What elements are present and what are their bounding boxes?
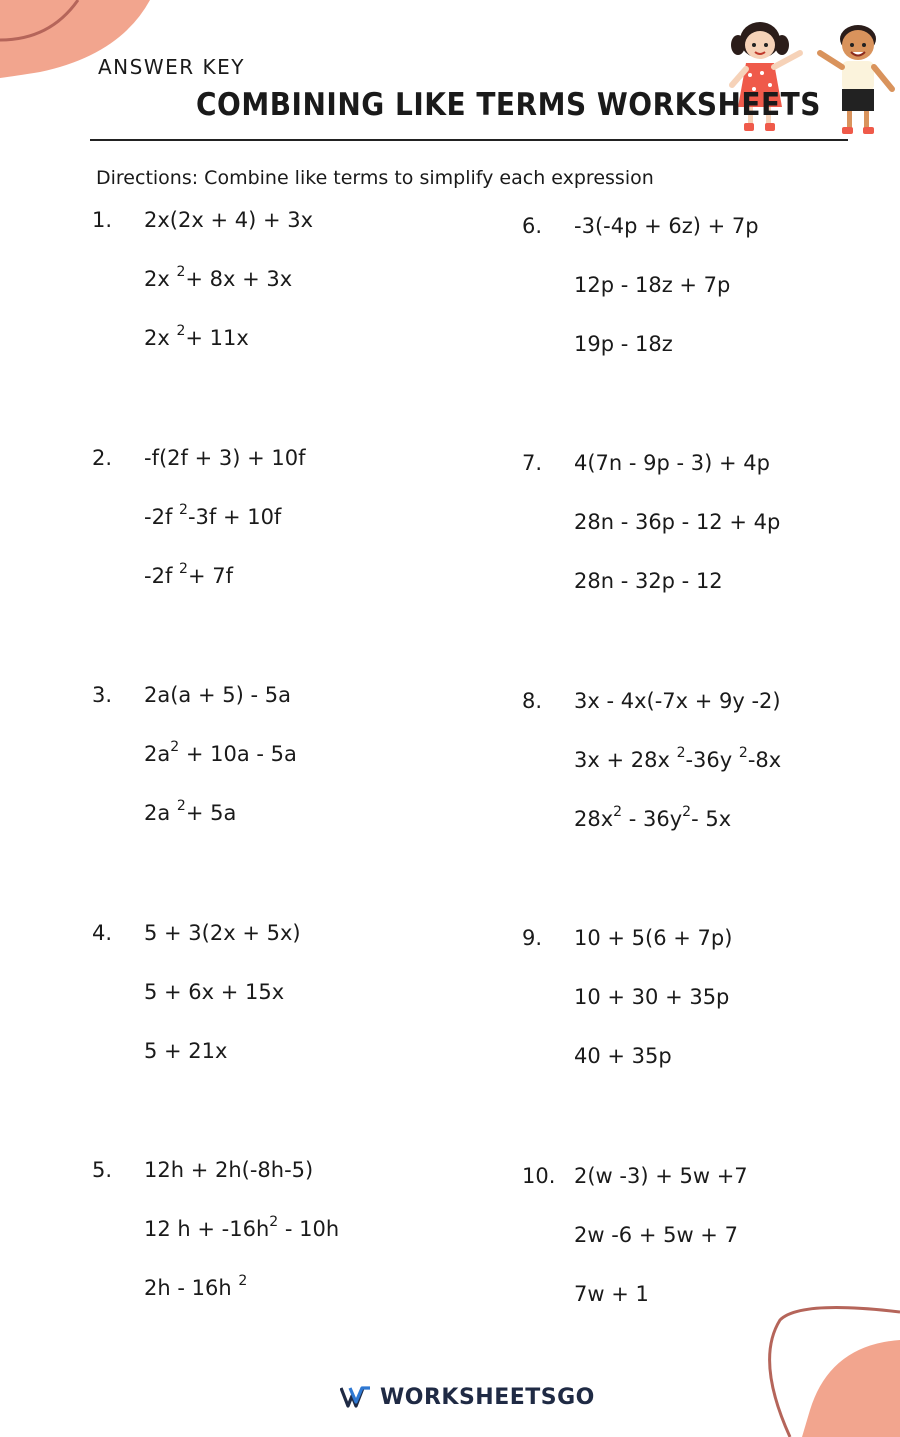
- exponent: 2: [179, 561, 188, 577]
- exponent: 2: [238, 1273, 248, 1289]
- worksheetsgo-logo-icon: [340, 1386, 372, 1408]
- problem-number: 1.: [92, 208, 113, 232]
- problem-answer: 7w + 1: [574, 1282, 649, 1306]
- expression-part: 2a: [144, 742, 171, 766]
- expression-part: 12 h + -16h: [144, 1217, 270, 1241]
- expression-part: + 5a: [185, 801, 237, 825]
- expression-part: -2f: [144, 564, 180, 588]
- problem-step: [574, 745, 782, 772]
- expression-part: -2f: [144, 505, 180, 529]
- problem-number: 10.: [522, 1164, 556, 1188]
- expression-part: -36y: [685, 748, 739, 772]
- bottom-right-corner-decoration: [740, 1300, 900, 1437]
- expression-part: -8x: [747, 748, 782, 772]
- expression-part: + 10a - 5a: [179, 742, 297, 766]
- answer-key-label: ANSWER KEY: [98, 55, 245, 79]
- problem-number: 7.: [522, 451, 543, 475]
- expression-part: - 36y: [622, 807, 683, 831]
- problem-step: 12p - 18z + 7p: [574, 273, 731, 297]
- footer-brand: [340, 1382, 595, 1412]
- problem-answer: 40 + 35p: [574, 1044, 672, 1068]
- exponent: 2: [176, 323, 186, 339]
- problem-number: 6.: [522, 214, 543, 238]
- expression-part: - 10h: [278, 1217, 340, 1241]
- expression-part: 2x: [144, 267, 177, 291]
- exponent: 2: [176, 798, 186, 814]
- expression-part: + 8x + 3x: [185, 267, 293, 291]
- expression-part: - 5x: [691, 807, 732, 831]
- problem-step: [144, 264, 293, 291]
- exponent: 2: [170, 739, 180, 755]
- problem-expression: 2a(a + 5) - 5a: [144, 683, 291, 707]
- problem-expression: 4(7n - 9p - 3) + 4p: [574, 451, 770, 475]
- exponent: 2: [269, 1214, 279, 1230]
- expression-part: 2x: [144, 326, 177, 350]
- problem-number: 3.: [92, 683, 113, 707]
- problem-number: 9.: [522, 926, 543, 950]
- problem-answer: [144, 323, 249, 350]
- problem-expression: -f(2f + 3) + 10f: [144, 446, 306, 470]
- expression-part: 3x + 28x: [574, 748, 677, 772]
- problem-expression: -3(-4p + 6z) + 7p: [574, 214, 759, 238]
- exponent: 2: [676, 745, 686, 761]
- problem-expression: 3x - 4x(-7x + 9y -2): [574, 689, 781, 713]
- directions-text: Directions: Combine like terms to simplify each expression: [96, 167, 654, 189]
- problem-number: 8.: [522, 689, 543, 713]
- problem-step: 28n - 36p - 12 + 4p: [574, 510, 781, 534]
- exponent: 2: [738, 745, 748, 761]
- expression-part: 28x: [574, 807, 614, 831]
- problem-expression: 10 + 5(6 + 7p): [574, 926, 733, 950]
- problem-answer: 5 + 21x: [144, 1039, 228, 1063]
- exponent: 2: [176, 264, 186, 280]
- problem-step: 2w -6 + 5w + 7: [574, 1223, 738, 1247]
- problem-answer: [574, 804, 732, 831]
- problem-expression: 5 + 3(2x + 5x): [144, 921, 301, 945]
- page-title: COMBINING LIKE TERMS WORKSHEETS: [196, 86, 821, 123]
- expression-part: 2a: [144, 801, 177, 825]
- problem-step: 5 + 6x + 15x: [144, 980, 285, 1004]
- problem-number: 5.: [92, 1158, 113, 1182]
- exponent: 2: [179, 502, 188, 518]
- problem-number: 4.: [92, 921, 113, 945]
- brand-part-2: GO: [557, 1384, 595, 1410]
- kids-illustration: [720, 15, 900, 145]
- problem-answer: 28n - 32p - 12: [574, 569, 723, 593]
- problem-answer: [144, 561, 233, 588]
- problem-answer: 19p - 18z: [574, 332, 673, 356]
- problem-expression: 2(w -3) + 5w +7: [574, 1164, 748, 1188]
- boy-figure: [820, 25, 892, 134]
- expression-part: + 11x: [185, 326, 249, 350]
- problem-expression: 2x(2x + 4) + 3x: [144, 208, 314, 232]
- exponent: 2: [613, 804, 623, 820]
- expression-part: 2h - 16h: [144, 1276, 239, 1300]
- problem-answer: [144, 798, 237, 825]
- brand-part-1: WORKSHEETS: [380, 1384, 558, 1410]
- problem-answer: [144, 1273, 248, 1300]
- exponent: 2: [682, 804, 692, 820]
- problem-expression: 12h + 2h(-8h-5): [144, 1158, 314, 1182]
- problem-step: 10 + 30 + 35p: [574, 985, 730, 1009]
- expression-part: + 7f: [187, 564, 233, 588]
- problem-step: [144, 502, 282, 529]
- header-divider: [90, 139, 848, 141]
- problem-step: [144, 1214, 340, 1241]
- problem-number: 2.: [92, 446, 113, 470]
- brand-name: [380, 1385, 595, 1410]
- expression-part: -3f + 10f: [187, 505, 282, 529]
- problem-step: [144, 739, 297, 766]
